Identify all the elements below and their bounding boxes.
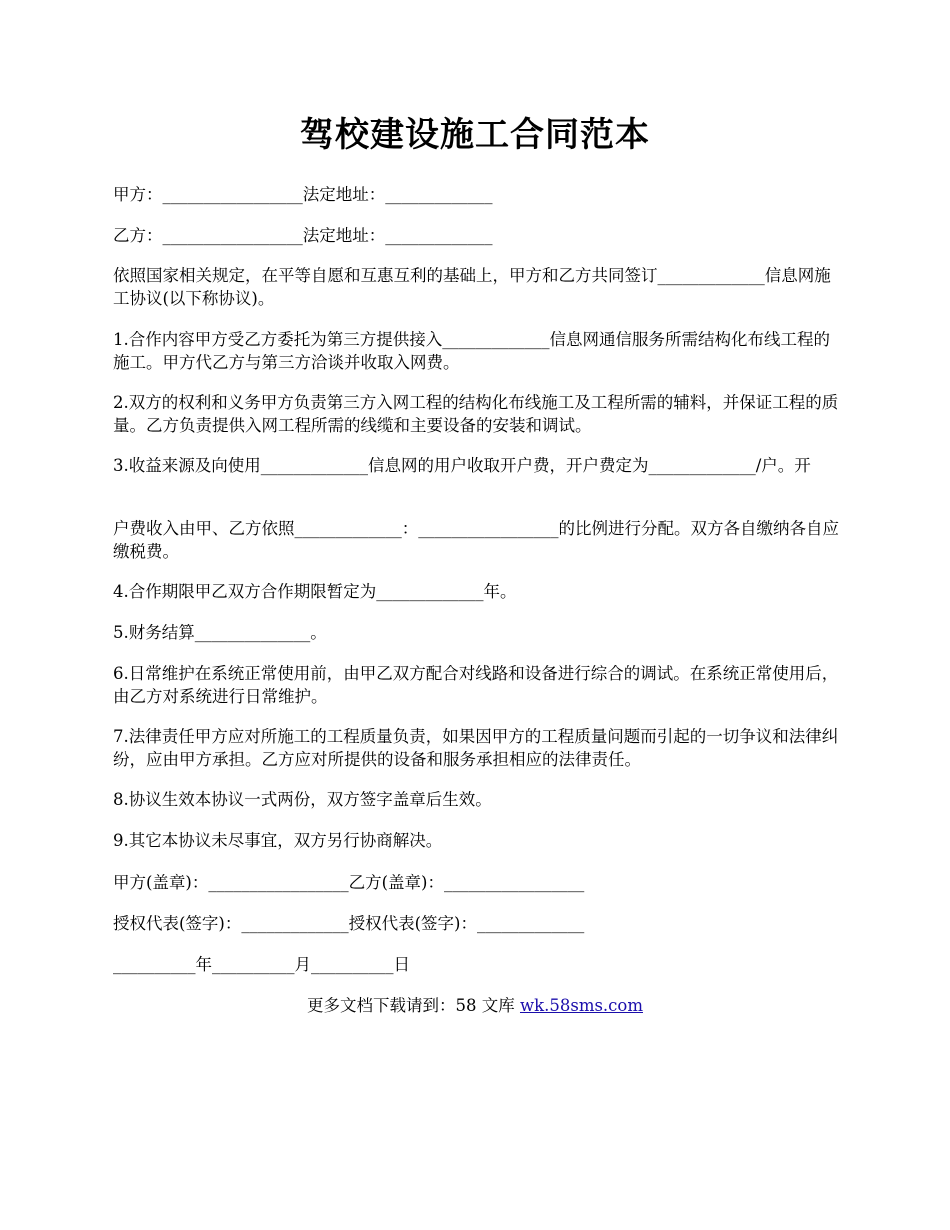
party-a-line: 甲方：_________________法定地址：_____________ [113,185,493,204]
date-line: __________年__________月__________日 [113,955,410,974]
clause-3-continued-paragraph: 户费收入由甲、乙方依照_____________：_________________的比例进行分配。双方各自缴纳各自应缴税费。 [113,519,839,561]
footer-text: 更多文档下载请到：58 文库 [306,996,520,1015]
preamble-paragraph: 依照国家相关规定，在平等自愿和互惠互利的基础上，甲方和乙方共同签订_____________信息网施工协议(以下称协议)。 [113,266,831,308]
clause-6-paragraph: 6.日常维护在系统正常使用前，由甲乙双方配合对线路和设备进行综合的调试。在系统正常使用后，由乙方对系统进行日常维护。 [113,664,839,706]
clause-8-paragraph: 8.协议生效本协议一式两份，双方签字盖章后生效。 [113,790,492,809]
seal-line: 甲方(盖章)：_________________乙方(盖章)：_________________ [113,873,585,892]
document-title: 驾校建设施工合同范本 [300,115,650,155]
clause-3-paragraph: 3.收益来源及向使用_____________信息网的用户收取开户费，开户费定为_____________/户。开 [113,456,811,475]
signature-line: 授权代表(签字)：_____________授权代表(签字)：_____________ [113,914,585,933]
clause-2-paragraph: 2.双方的权利和义务甲方负责第三方入网工程的结构化布线施工及工程所需的辅料，并保证工程的质量。乙方负责提供入网工程所需的线缆和主要设备的安装和调试。 [113,393,839,435]
party-b-line: 乙方：_________________法定地址：_____________ [113,226,493,245]
download-footer [0,994,950,1017]
clause-5-paragraph: 5.财务结算______________。 [113,623,327,642]
clause-4-paragraph: 4.合作期限甲乙双方合作期限暂定为_____________年。 [113,582,517,601]
clause-1-paragraph: 1.合作内容甲方受乙方委托为第三方提供接入_____________信息网通信服务所需结构化布线工程的施工。甲方代乙方与第三方洽谈并收取入网费。 [113,330,830,372]
footer-link[interactable]: wk.58sms.com [519,996,643,1015]
clause-9-paragraph: 9.其它本协议未尽事宜，双方另行协商解决。 [113,831,443,850]
clause-7-paragraph: 7.法律责任甲方应对所施工的工程质量负责，如果因甲方的工程质量问题而引起的一切争议和法律纠纷，应由甲方承担。乙方应对所提供的设备和服务承担相应的法律责任。 [113,727,839,769]
